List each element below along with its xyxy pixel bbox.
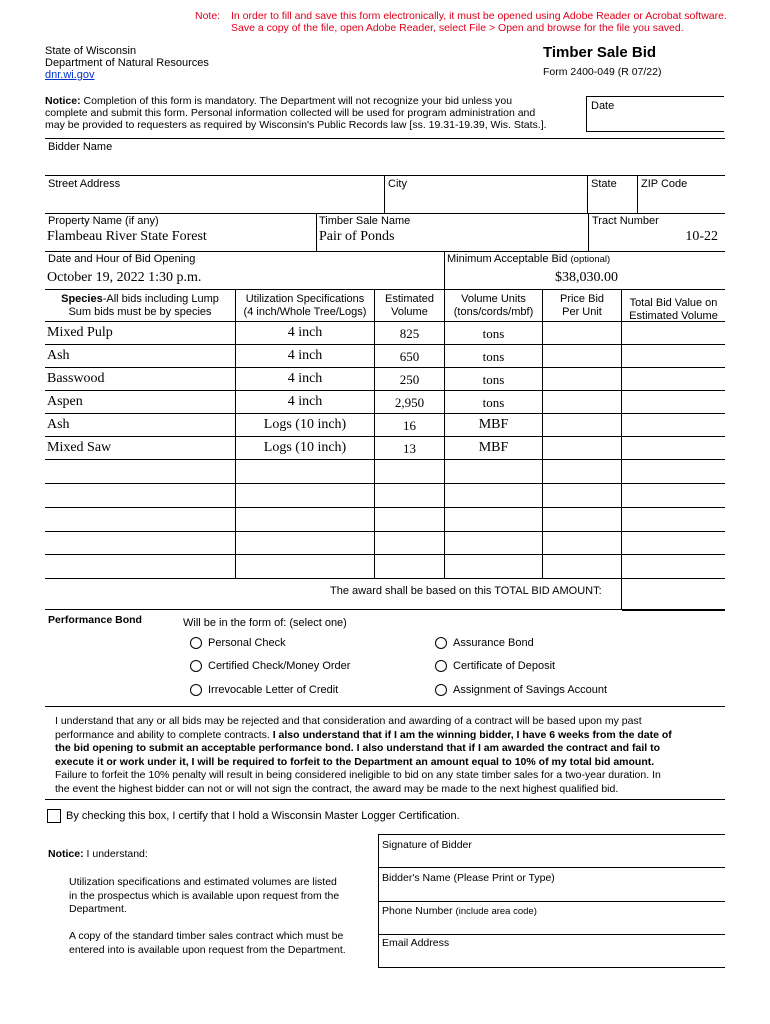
statement-p6: the event the highest bidder can not or will not sign the contract, the award may be made to the next highest qualified bid. bbox=[55, 782, 619, 795]
city-label: City bbox=[388, 178, 407, 190]
units-line2: (tons/cords/mbf) bbox=[453, 306, 534, 318]
opening-label: Date and Hour of Bid Opening bbox=[48, 253, 196, 265]
volume-cell[interactable]: 16 bbox=[403, 418, 416, 433]
col-header-units bbox=[445, 293, 542, 319]
divider bbox=[378, 934, 725, 935]
util-cell[interactable]: 4 inch bbox=[287, 371, 323, 386]
divider bbox=[316, 213, 317, 251]
volume-cell[interactable]: 825 bbox=[399, 326, 420, 341]
street-input[interactable] bbox=[45, 190, 383, 210]
units-cell[interactable]: MBF bbox=[478, 440, 509, 455]
option-label: Assignment of Savings Account bbox=[453, 684, 608, 696]
sale-name-value[interactable]: Pair of Ponds bbox=[319, 229, 395, 244]
statement-p1: I understand that any or all bids may be rejected and that consideration and awarding of a contract will be based upon my past bbox=[55, 715, 642, 727]
units-cell[interactable]: tons bbox=[482, 372, 505, 387]
understand-label: Notice: bbox=[48, 848, 84, 860]
understand-item-2 bbox=[69, 930, 346, 957]
util-cell[interactable]: 4 inch bbox=[287, 325, 323, 340]
date-label: Date bbox=[591, 100, 615, 112]
note-label: Note: bbox=[195, 10, 221, 22]
divider bbox=[378, 867, 725, 868]
notice-text2: complete and submit this form. Personal information collected will be used for program administration and bbox=[45, 107, 536, 119]
radio-icon[interactable] bbox=[190, 684, 202, 696]
phone-input[interactable] bbox=[380, 918, 724, 932]
radio-icon[interactable] bbox=[435, 660, 447, 672]
divider bbox=[45, 706, 725, 707]
phone-label bbox=[382, 905, 537, 917]
understand-item-1 bbox=[69, 876, 339, 917]
option-label: Assurance Bond bbox=[453, 637, 534, 649]
min-bid-value[interactable]: $38,030.00 bbox=[555, 270, 618, 285]
total-line1: Total Bid Value on bbox=[629, 297, 718, 309]
item1-line2: in the prospectus which is available upon request from the bbox=[69, 889, 340, 902]
option-label: Personal Check bbox=[208, 637, 286, 649]
price-input[interactable] bbox=[543, 414, 621, 435]
item2-line1: A copy of the standard timber sales contract which must be bbox=[69, 930, 344, 942]
species-cell[interactable]: Ash bbox=[47, 417, 70, 432]
species-rest: -All bids including Lump bbox=[102, 293, 219, 305]
signature-label: Signature of Bidder bbox=[382, 839, 472, 851]
notice-label: Notice: bbox=[45, 95, 81, 107]
volume-cell[interactable]: 650 bbox=[399, 349, 420, 364]
total-input[interactable] bbox=[622, 368, 725, 389]
divider bbox=[588, 213, 589, 251]
form-title: Timber Sale Bid bbox=[543, 44, 657, 61]
total-box-bottom bbox=[622, 610, 725, 611]
sale-name-label: Timber Sale Name bbox=[319, 215, 411, 227]
divider bbox=[45, 799, 725, 800]
option-label: Certified Check/Money Order bbox=[208, 660, 351, 672]
volume-cell[interactable]: 13 bbox=[403, 441, 416, 456]
table-row[interactable] bbox=[45, 532, 725, 553]
notice-text3: may be provided to requesters as required by Wisconsin's Public Records law [ss. 19.31-19.39, Wis. Stats.]. bbox=[45, 119, 547, 131]
email-input[interactable] bbox=[380, 950, 724, 966]
price-input[interactable] bbox=[543, 437, 621, 458]
util-line1: Utilization Specifications bbox=[245, 293, 365, 305]
zip-label: ZIP Code bbox=[641, 178, 688, 190]
table-row[interactable] bbox=[45, 555, 725, 577]
table-top-border bbox=[45, 289, 725, 290]
signature-input[interactable] bbox=[380, 852, 724, 866]
performance-bond-label: Performance Bond bbox=[48, 614, 142, 626]
table-row[interactable] bbox=[45, 508, 725, 530]
divider bbox=[587, 175, 588, 213]
total-input[interactable] bbox=[622, 391, 725, 412]
price-input[interactable] bbox=[543, 368, 621, 389]
radio-icon[interactable] bbox=[435, 684, 447, 696]
vol-line2: Volume bbox=[391, 306, 428, 318]
min-bid-optional: (optional) bbox=[570, 254, 611, 265]
statement-p2a: performance and ability to complete contracts. bbox=[55, 728, 270, 741]
species-cell[interactable]: Basswood bbox=[47, 371, 105, 386]
radio-icon[interactable] bbox=[435, 637, 447, 649]
col-header-volume bbox=[375, 293, 444, 319]
item1-line3: Department. bbox=[69, 903, 127, 915]
vol-line1: Estimated bbox=[385, 293, 434, 305]
radio-icon[interactable] bbox=[190, 660, 202, 672]
table-row[interactable] bbox=[45, 460, 725, 482]
radio-icon[interactable] bbox=[190, 637, 202, 649]
city-input[interactable] bbox=[386, 190, 586, 210]
species-cell[interactable]: Aspen bbox=[47, 394, 83, 409]
col-header-price bbox=[543, 293, 621, 319]
bond-instruction: Will be in the form of: (select one) bbox=[183, 617, 347, 629]
bidder-name-input[interactable] bbox=[45, 152, 725, 172]
divider bbox=[444, 251, 445, 289]
phone-hint: (include area code) bbox=[455, 906, 537, 917]
table-row[interactable] bbox=[45, 484, 725, 506]
price-input[interactable] bbox=[543, 322, 621, 343]
property-label: Property Name (if any) bbox=[48, 215, 159, 227]
opening-value[interactable]: October 19, 2022 1:30 p.m. bbox=[47, 270, 202, 285]
price-line1: Price Bid bbox=[559, 293, 605, 305]
price-input[interactable] bbox=[543, 391, 621, 412]
item1-line1: Utilization specifications and estimated volumes are listed bbox=[69, 876, 337, 888]
zip-input[interactable] bbox=[639, 190, 724, 210]
util-cell[interactable]: Logs (10 inch) bbox=[263, 440, 347, 455]
divider bbox=[637, 175, 638, 213]
note-line2: Save a copy of the file, open Adobe Reader, select File > Open and browse for the file you saved. bbox=[231, 22, 684, 34]
item2-line2: entered into is available upon request from the Department. bbox=[69, 943, 346, 956]
option-label: Certificate of Deposit bbox=[453, 660, 556, 672]
note-line1: In order to fill and save this form electronically, it must be opened using Adobe Reader or Acrobat software. bbox=[231, 10, 727, 22]
total-input[interactable] bbox=[622, 322, 725, 343]
statement-p2b: I also understand that if I am the winning bidder, I have 6 weeks from the date of bbox=[272, 728, 672, 741]
statement-p3: the bid opening to submit an acceptable performance bond. I also understand that if I am awarded the contract and fail to bbox=[55, 742, 660, 754]
understand-text: I understand: bbox=[86, 848, 148, 860]
util-cell[interactable]: Logs (10 inch) bbox=[263, 417, 347, 432]
divider bbox=[45, 213, 725, 214]
tract-value[interactable]: 10-22 bbox=[685, 229, 718, 244]
divider bbox=[45, 251, 725, 252]
units-line1: Volume Units bbox=[461, 293, 526, 305]
notice-block bbox=[45, 95, 547, 131]
property-value[interactable]: Flambeau River State Forest bbox=[47, 229, 207, 244]
total-bid-input[interactable] bbox=[622, 579, 725, 609]
divider bbox=[45, 138, 725, 139]
master-logger-checkbox[interactable] bbox=[47, 809, 61, 823]
volume-cell[interactable]: 2,950 bbox=[394, 395, 425, 410]
agency-line1: State of Wisconsin bbox=[45, 45, 137, 57]
util-line2: (4 inch/Whole Tree/Logs) bbox=[243, 306, 367, 318]
state-label: State bbox=[591, 178, 617, 190]
units-cell[interactable]: tons bbox=[482, 326, 505, 341]
bidder-name-label: Bidder Name bbox=[48, 141, 113, 153]
bidder-print-name-input[interactable] bbox=[380, 885, 724, 899]
option-label: Irrevocable Letter of Credit bbox=[208, 684, 339, 696]
units-cell[interactable]: MBF bbox=[478, 417, 509, 432]
total-bid-label: The award shall be based on this TOTAL BID AMOUNT: bbox=[330, 585, 602, 597]
util-cell[interactable]: 4 inch bbox=[287, 394, 323, 409]
species-line2: Sum bids must be by species bbox=[68, 306, 212, 318]
price-input[interactable] bbox=[543, 345, 621, 366]
agency-line2: Department of Natural Resources bbox=[45, 57, 209, 69]
form-number: Form 2400-049 (R 07/22) bbox=[543, 66, 662, 78]
species-cell[interactable]: Mixed Pulp bbox=[47, 325, 113, 340]
min-bid-text: Minimum Acceptable Bid bbox=[447, 253, 568, 265]
units-cell[interactable]: tons bbox=[482, 349, 505, 364]
total-input[interactable] bbox=[622, 414, 725, 435]
volume-cell[interactable]: 250 bbox=[399, 372, 420, 387]
street-label: Street Address bbox=[48, 178, 121, 190]
col-header-util bbox=[236, 293, 374, 319]
species-cell[interactable]: Mixed Saw bbox=[47, 440, 112, 455]
statement-p5: Failure to forfeit the 10% penalty will result in being considered ineligible to bid on any state timber sales for a two-year duration. In bbox=[55, 769, 661, 781]
total-input[interactable] bbox=[622, 345, 725, 366]
col-header-species bbox=[45, 293, 235, 319]
divider bbox=[378, 901, 725, 902]
electronic-note bbox=[195, 10, 727, 34]
total-line2: Estimated Volume bbox=[629, 310, 718, 322]
understanding-statement bbox=[55, 715, 672, 796]
notice-text1: Completion of this form is mandatory. The Department will not recognize your bid unless you bbox=[83, 95, 513, 107]
units-cell[interactable]: tons bbox=[482, 395, 505, 410]
statement-p4: execute it or work under it, I will be required to forfeit to the Department an amount equal to 10% of my total bid amount. bbox=[55, 755, 655, 768]
tract-label: Tract Number bbox=[592, 215, 659, 227]
species-cell[interactable]: Ash bbox=[47, 348, 70, 363]
master-logger-label: By checking this box, I certify that I hold a Wisconsin Master Logger Certification. bbox=[66, 810, 460, 822]
divider bbox=[45, 175, 725, 176]
email-label: Email Address bbox=[382, 937, 450, 949]
divider bbox=[45, 609, 725, 610]
state-input[interactable] bbox=[589, 190, 636, 210]
agency-link[interactable]: dnr.wi.gov bbox=[45, 69, 95, 81]
divider bbox=[384, 175, 385, 213]
util-cell[interactable]: 4 inch bbox=[287, 348, 323, 363]
min-bid-label bbox=[447, 253, 610, 265]
price-line2: Per Unit bbox=[562, 306, 602, 318]
understand-notice bbox=[48, 848, 148, 860]
phone-text: Phone Number bbox=[382, 905, 453, 917]
col-header-total bbox=[622, 297, 725, 323]
bidder-print-name-label: Bidder's Name (Please Print or Type) bbox=[382, 872, 555, 884]
species-bold: Species bbox=[61, 293, 103, 305]
total-input[interactable] bbox=[622, 437, 725, 458]
